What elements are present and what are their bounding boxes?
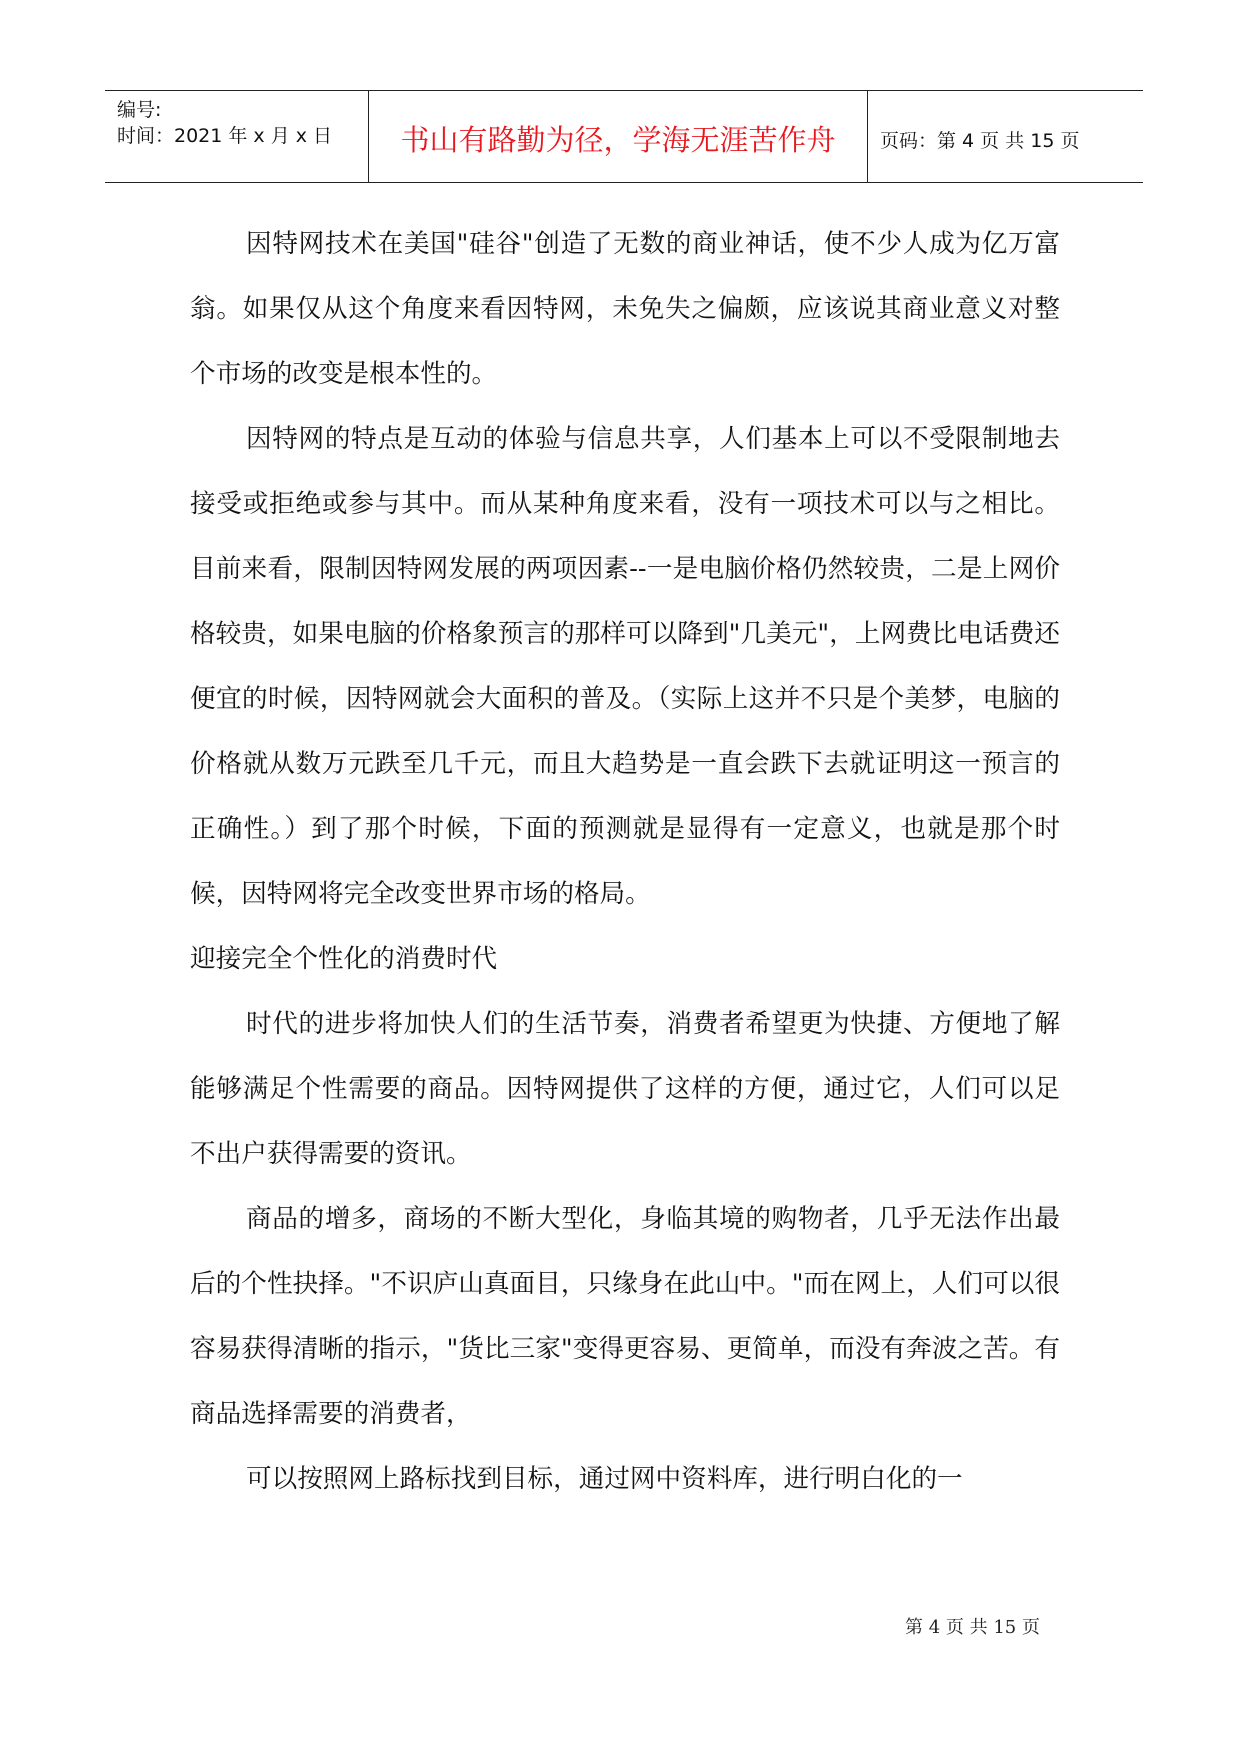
body-paragraph: 因特网的特点是互动的体验与信息共享，人们基本上可以不受限制地去接受或拒绝或参与其中。而从某种角度来看，没有一项技术可以与之相比。目前来看，限制因特网发展的两项因素--一是电脑价格仍然较贵，二是上网价格较贵，如果电脑的价格象预言的那样可以降到"几美元"，上网费比电话费还便宜的时候，因特网就会大面积的普及。（实际上这并不只是个美梦，电脑的价格就从数万元跌至几千元，而且大趋势是一直会跌下去就证明这一预言的正确性。）到了那个时候，下面的预测就是显得有一定意义，也就是那个时候，因特网将完全改变世界市场的格局。 bbox=[190, 424, 1060, 909]
page-footer: 第 4 页 共 15 页 bbox=[905, 1617, 1040, 1638]
document-body bbox=[190, 212, 1060, 1512]
body-paragraph: 因特网技术在美国"硅谷"创造了无数的商业神话，使不少人成为亿万富翁。如果仅从这个角度来看因特网，未免失之偏颇，应该说其商业意义对整个市场的改变是根本性的。 bbox=[190, 229, 1060, 389]
header-motto: 书山有路勤为径，学海无涯苦作舟 bbox=[400, 123, 836, 157]
body-paragraph: 可以按照网上路标找到目标，通过网中资料库，进行明白化的一 bbox=[246, 1464, 963, 1494]
document-time-label: 时间：2021 年 x 月 x 日 bbox=[117, 125, 333, 147]
header-motto-cell bbox=[369, 91, 868, 182]
body-paragraph: 时代的进步将加快人们的生活节奏，消费者希望更为快捷、方便地了解能够满足个性需要的商品。因特网提供了这样的方便，通过它，人们可以足不出户获得需要的资讯。 bbox=[190, 1009, 1060, 1169]
header-page-number: 页码：第 4 页 共 15 页 bbox=[880, 130, 1080, 152]
document-header bbox=[105, 90, 1143, 183]
body-paragraph: 商品的增多，商场的不断大型化，身临其境的购物者，几乎无法作出最后的个性抉择。"不识庐山真面目，只缘身在此山中。"而在网上，人们可以很容易获得清晰的指示，"货比三家"变得更容易、更简单，而没有奔波之苦。有商品选择需要的消费者， bbox=[190, 1204, 1060, 1429]
header-page-cell bbox=[868, 91, 1143, 182]
document-number-label: 编号: bbox=[117, 99, 162, 121]
section-heading: 迎接完全个性化的消费时代 bbox=[190, 944, 498, 974]
header-meta-cell bbox=[105, 91, 369, 182]
